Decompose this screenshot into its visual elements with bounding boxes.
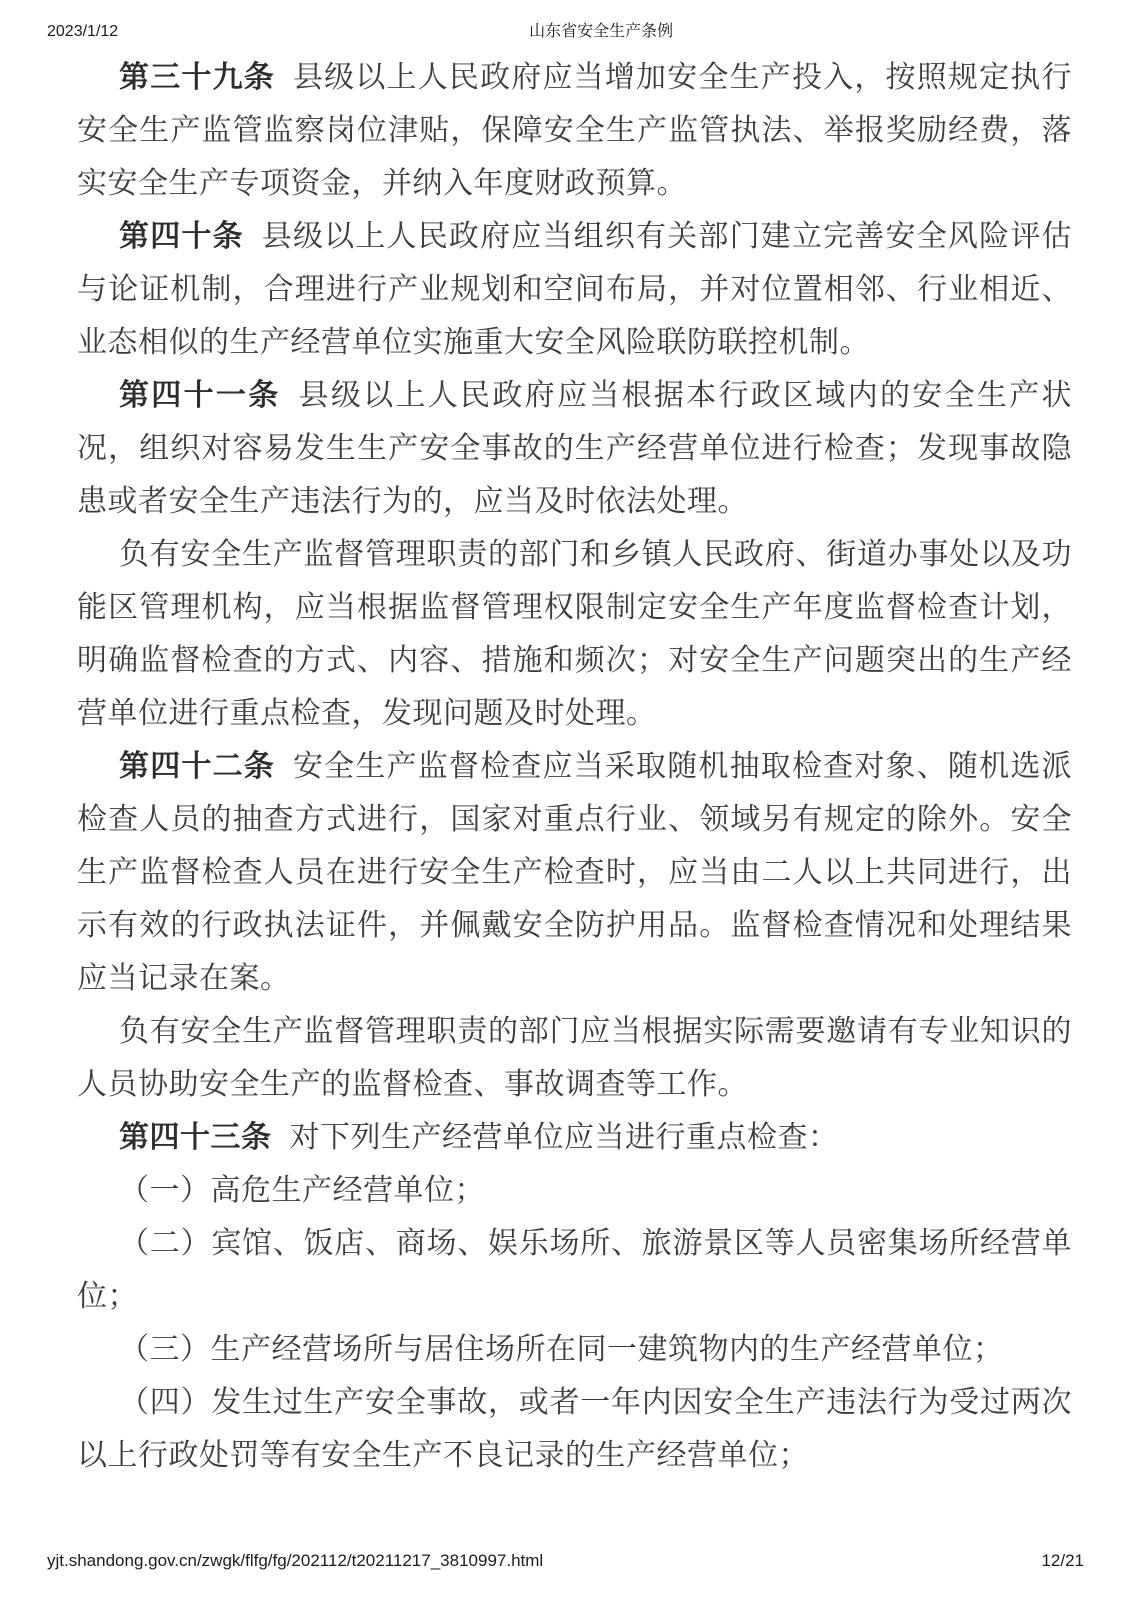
line-text: 县级以上人民政府应当根据本行政区域内的安全生产状: [298, 378, 1073, 413]
text-line: [77, 157, 1072, 210]
line-text: 况，组织对容易发生生产安全事故的生产经营单位进行检查；发现事故隐: [77, 431, 1072, 466]
text-line: [77, 846, 1072, 899]
paragraph: [77, 1005, 1072, 1111]
article-number: 第四十条: [119, 219, 244, 254]
text-line: [77, 1058, 1072, 1111]
text-line: [77, 51, 1072, 104]
text-line: [77, 528, 1072, 581]
text-line: [77, 793, 1072, 846]
text-line: [77, 104, 1072, 157]
text-line: [77, 263, 1072, 316]
text-line: [77, 1429, 1072, 1482]
line-text: 与论证机制，合理进行产业规划和空间布局，并对位置相邻、行业相近、: [77, 272, 1072, 307]
text-line: [77, 952, 1072, 1005]
source-url: yjt.shandong.gov.cn/zwgk/flfg/fg/202112/t20211217_3810997.html: [47, 1551, 544, 1570]
text-line: [77, 316, 1072, 369]
article-number: 第四十二条: [119, 749, 275, 784]
line-text: 对下列生产经营单位应当进行重点检查：: [289, 1120, 839, 1155]
text-line: [77, 1005, 1072, 1058]
paragraph: [77, 210, 1072, 369]
line-text: 营单位进行重点检查，发现问题及时处理。: [77, 696, 657, 731]
text-line: [77, 475, 1072, 528]
line-text: 县级以上人民政府应当增加安全生产投入，按照规定执行: [292, 60, 1073, 95]
paragraph: [77, 740, 1072, 1005]
article-number: 第三十九条: [119, 60, 275, 95]
paragraph: [77, 1376, 1072, 1482]
page-number: 12/21: [1041, 1551, 1084, 1570]
paragraph: [77, 528, 1072, 740]
line-text: （一）高危生产经营单位；: [119, 1173, 485, 1208]
line-text: 以上行政处罚等有安全生产不良记录的生产经营单位；: [77, 1438, 809, 1473]
header-date: 2023/1/12: [47, 23, 119, 40]
document-title: 山东省安全生产条例: [529, 23, 674, 40]
line-text: 能区管理机构，应当根据监督管理权限制定安全生产年度监督检查计划，: [77, 590, 1072, 625]
text-line: [77, 1270, 1072, 1323]
line-text: 患或者安全生产违法行为的，应当及时依法处理。: [77, 484, 748, 519]
line-text: 检查人员的抽查方式进行，国家对重点行业、领域另有规定的除外。安全: [77, 802, 1072, 837]
line-text: 县级以上人民政府应当组织有关部门建立完善安全风险评估: [261, 219, 1073, 254]
text-line: [77, 581, 1072, 634]
line-text: 安全生产监督检查应当采取随机抽取检查对象、随机选派: [292, 749, 1073, 784]
paragraph: [77, 1164, 1072, 1217]
line-text: 生产监督检查人员在进行安全生产检查时，应当由二人以上共同进行，出: [77, 855, 1072, 890]
line-text: （三）生产经营场所与居住场所在同一建筑物内的生产经营单位；: [119, 1332, 1004, 1367]
paragraph: [77, 1323, 1072, 1376]
line-text: 应当记录在案。: [77, 961, 291, 996]
line-text: 安全生产监管监察岗位津贴，保障安全生产监管执法、举报奖励经费，落: [77, 113, 1072, 148]
document-body: [77, 51, 1072, 1482]
text-line: [77, 1164, 1072, 1217]
paragraph: [77, 51, 1072, 210]
line-text: 业态相似的生产经营单位实施重大安全风险联防联控机制。: [77, 325, 870, 360]
text-line: [77, 634, 1072, 687]
line-text: 明确监督检查的方式、内容、措施和频次；对安全生产问题突出的生产经: [77, 643, 1072, 678]
text-line: [77, 369, 1072, 422]
line-text: 实安全生产专项资金，并纳入年度财政预算。: [77, 166, 687, 201]
text-line: [77, 1217, 1072, 1270]
print-header: [47, 22, 1084, 42]
paragraph: [77, 369, 1072, 528]
line-text: （二）宾馆、饭店、商场、娱乐场所、旅游景区等人员密集场所经营单: [119, 1226, 1072, 1261]
paragraph: [77, 1111, 1072, 1164]
text-line: [77, 422, 1072, 475]
line-text: 位；: [77, 1279, 138, 1314]
line-text: 负有安全生产监督管理职责的部门应当根据实际需要邀请有专业知识的: [119, 1014, 1072, 1049]
article-number: 第四十三条: [119, 1120, 272, 1155]
print-footer: [47, 1550, 1084, 1571]
line-text: 示有效的行政执法证件，并佩戴安全防护用品。监督检查情况和处理结果: [77, 908, 1072, 943]
text-line: [77, 1376, 1072, 1429]
paragraph: [77, 1217, 1072, 1323]
text-line: [77, 1111, 1072, 1164]
line-text: 人员协助安全生产的监督检查、事故调查等工作。: [77, 1067, 748, 1102]
text-line: [77, 1323, 1072, 1376]
text-line: [77, 740, 1072, 793]
article-number: 第四十一条: [119, 378, 281, 413]
line-text: 负有安全生产监督管理职责的部门和乡镇人民政府、街道办事处以及功: [119, 537, 1072, 572]
text-line: [77, 210, 1072, 263]
text-line: [77, 687, 1072, 740]
line-text: （四）发生过生产安全事故，或者一年内因安全生产违法行为受过两次: [119, 1385, 1072, 1420]
text-line: [77, 899, 1072, 952]
